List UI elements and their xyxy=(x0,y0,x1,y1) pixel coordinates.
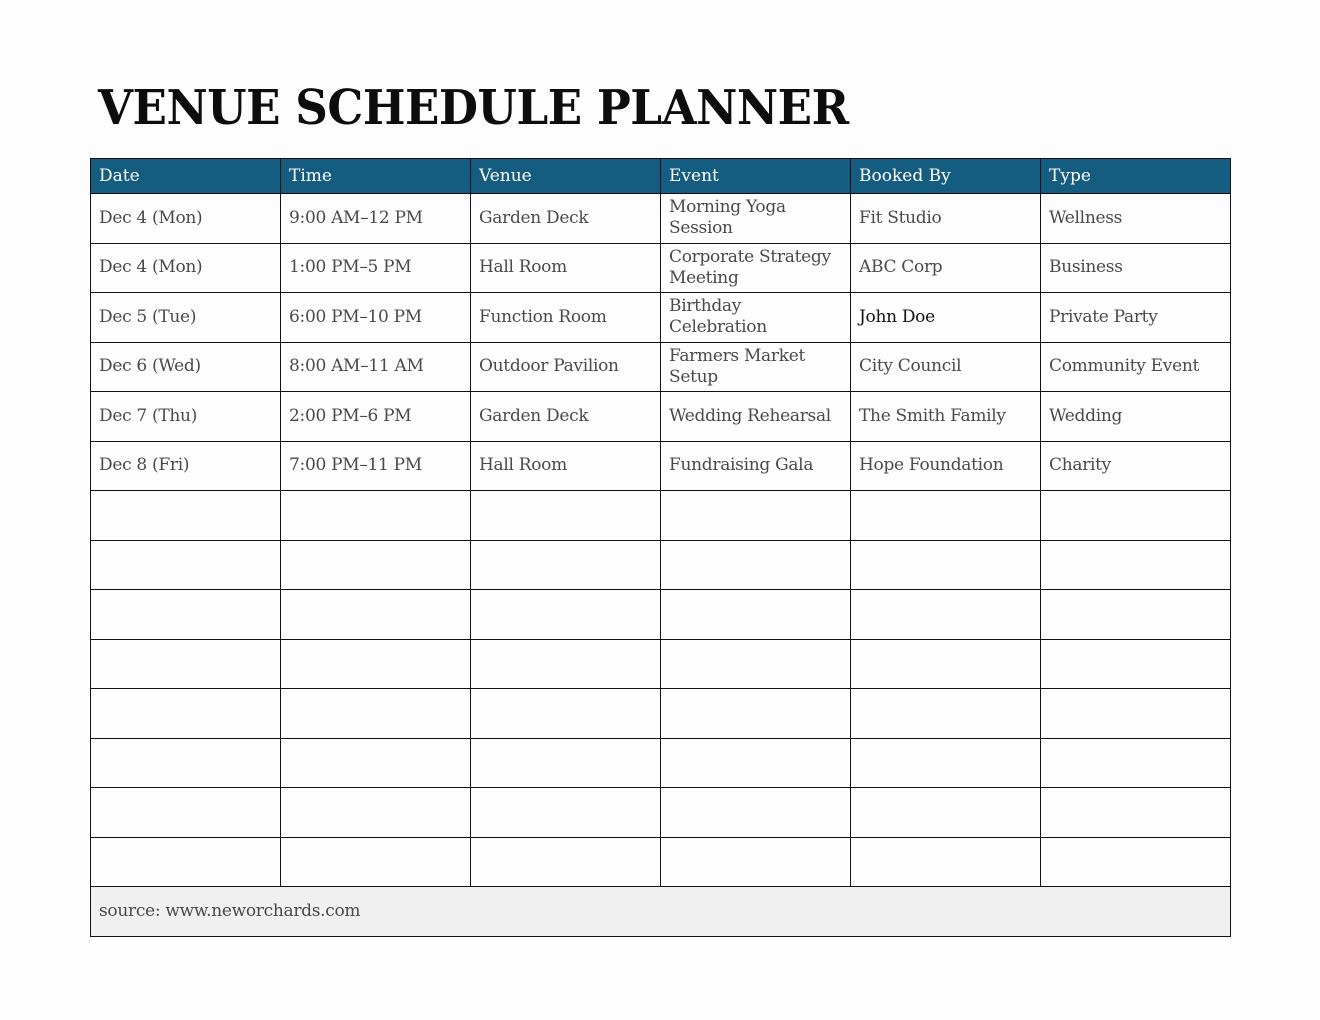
empty-cell xyxy=(281,491,471,541)
empty-cell xyxy=(661,738,851,788)
column-header-venue: Venue xyxy=(471,159,661,194)
venue-schedule-table xyxy=(90,158,1231,937)
empty-table-row xyxy=(91,837,1231,887)
cell-date: Dec 5 (Tue) xyxy=(91,293,281,343)
empty-table-row xyxy=(91,590,1231,640)
cell-venue: Outdoor Pavilion xyxy=(471,342,661,392)
cell-time: 2:00 PM–6 PM xyxy=(281,392,471,442)
empty-cell xyxy=(91,738,281,788)
cell-venue: Garden Deck xyxy=(471,392,661,442)
empty-cell xyxy=(91,491,281,541)
cell-booked-by: The Smith Family xyxy=(851,392,1041,442)
empty-cell xyxy=(471,590,661,640)
empty-cell xyxy=(471,540,661,590)
empty-cell xyxy=(281,788,471,838)
cell-venue: Hall Room xyxy=(471,243,661,293)
cell-event: Wedding Rehearsal xyxy=(661,392,851,442)
column-header-time: Time xyxy=(281,159,471,194)
source-credit: source: www.neworchards.com xyxy=(91,887,1231,937)
column-header-type: Type xyxy=(1041,159,1231,194)
empty-table-row xyxy=(91,639,1231,689)
empty-table-row xyxy=(91,738,1231,788)
empty-cell xyxy=(851,491,1041,541)
column-header-event: Event xyxy=(661,159,851,194)
table-header-row xyxy=(91,159,1231,194)
source-row xyxy=(91,887,1231,937)
empty-cell xyxy=(661,788,851,838)
cell-type: Charity xyxy=(1041,441,1231,491)
cell-event: Fundraising Gala xyxy=(661,441,851,491)
cell-type: Wedding xyxy=(1041,392,1231,442)
empty-cell xyxy=(471,738,661,788)
empty-cell xyxy=(91,639,281,689)
empty-cell xyxy=(281,639,471,689)
table-row xyxy=(91,392,1231,442)
cell-date: Dec 4 (Mon) xyxy=(91,243,281,293)
empty-cell xyxy=(851,639,1041,689)
empty-cell xyxy=(281,738,471,788)
empty-cell xyxy=(471,788,661,838)
empty-cell xyxy=(661,540,851,590)
column-header-date: Date xyxy=(91,159,281,194)
empty-cell xyxy=(281,590,471,640)
cell-venue: Garden Deck xyxy=(471,194,661,244)
cell-type: Wellness xyxy=(1041,194,1231,244)
empty-cell xyxy=(851,689,1041,739)
empty-cell xyxy=(1041,738,1231,788)
cell-event: Corporate Strategy Meeting xyxy=(661,243,851,293)
empty-cell xyxy=(851,738,1041,788)
empty-cell xyxy=(1041,491,1231,541)
cell-date: Dec 8 (Fri) xyxy=(91,441,281,491)
empty-table-row xyxy=(91,689,1231,739)
empty-cell xyxy=(1041,689,1231,739)
empty-cell xyxy=(851,788,1041,838)
cell-time: 6:00 PM–10 PM xyxy=(281,293,471,343)
page-title: VENUE SCHEDULE PLANNER xyxy=(98,80,849,136)
empty-cell xyxy=(1041,540,1231,590)
cell-booked-by: City Council xyxy=(851,342,1041,392)
empty-cell xyxy=(91,837,281,887)
empty-cell xyxy=(91,590,281,640)
table-row xyxy=(91,243,1231,293)
empty-cell xyxy=(851,540,1041,590)
cell-time: 9:00 AM–12 PM xyxy=(281,194,471,244)
cell-type: Business xyxy=(1041,243,1231,293)
table-row xyxy=(91,293,1231,343)
cell-venue: Function Room xyxy=(471,293,661,343)
table-row xyxy=(91,194,1231,244)
cell-booked-by: Fit Studio xyxy=(851,194,1041,244)
cell-date: Dec 4 (Mon) xyxy=(91,194,281,244)
empty-table-row xyxy=(91,788,1231,838)
cell-event: Morning Yoga Session xyxy=(661,194,851,244)
cell-type: Community Event xyxy=(1041,342,1231,392)
cell-time: 8:00 AM–11 AM xyxy=(281,342,471,392)
empty-table-row xyxy=(91,491,1231,541)
cell-booked-by: John Doe xyxy=(851,293,1041,343)
empty-cell xyxy=(661,590,851,640)
empty-cell xyxy=(281,689,471,739)
cell-booked-by: Hope Foundation xyxy=(851,441,1041,491)
empty-cell xyxy=(471,689,661,739)
empty-table-row xyxy=(91,540,1231,590)
cell-venue: Hall Room xyxy=(471,441,661,491)
empty-cell xyxy=(91,689,281,739)
cell-date: Dec 7 (Thu) xyxy=(91,392,281,442)
empty-cell xyxy=(851,837,1041,887)
cell-type: Private Party xyxy=(1041,293,1231,343)
empty-cell xyxy=(851,590,1041,640)
empty-cell xyxy=(1041,788,1231,838)
cell-booked-by: ABC Corp xyxy=(851,243,1041,293)
empty-cell xyxy=(661,491,851,541)
cell-date: Dec 6 (Wed) xyxy=(91,342,281,392)
empty-cell xyxy=(471,837,661,887)
empty-cell xyxy=(661,639,851,689)
empty-cell xyxy=(1041,639,1231,689)
table-row xyxy=(91,441,1231,491)
table-row xyxy=(91,342,1231,392)
empty-cell xyxy=(281,837,471,887)
cell-time: 1:00 PM–5 PM xyxy=(281,243,471,293)
empty-cell xyxy=(471,491,661,541)
cell-event: Farmers Market Setup xyxy=(661,342,851,392)
empty-cell xyxy=(471,639,661,689)
empty-cell xyxy=(661,837,851,887)
empty-cell xyxy=(661,689,851,739)
empty-cell xyxy=(91,540,281,590)
empty-cell xyxy=(1041,837,1231,887)
empty-cell xyxy=(281,540,471,590)
empty-cell xyxy=(1041,590,1231,640)
cell-time: 7:00 PM–11 PM xyxy=(281,441,471,491)
empty-cell xyxy=(91,788,281,838)
column-header-booked-by: Booked By xyxy=(851,159,1041,194)
cell-event: Birthday Celebration xyxy=(661,293,851,343)
